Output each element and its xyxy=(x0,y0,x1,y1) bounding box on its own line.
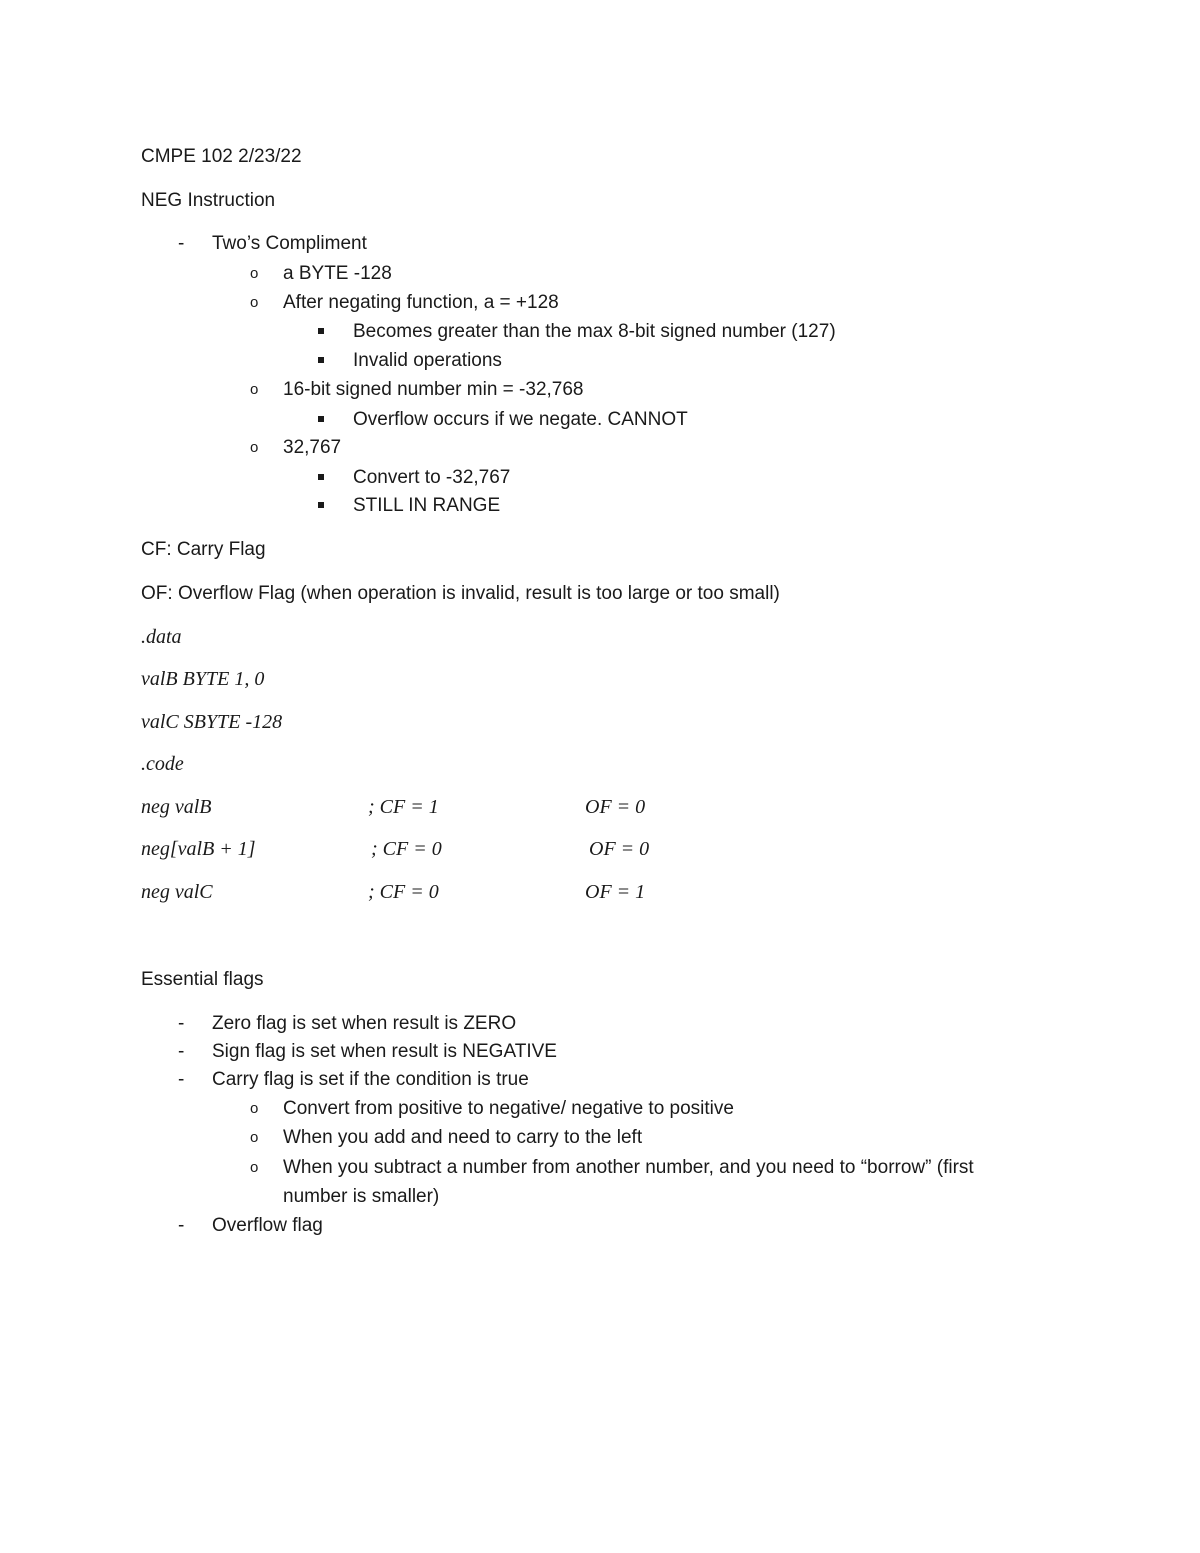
code-line: valB BYTE 1, 0 xyxy=(141,668,265,690)
code-instruction: neg[valB + 1] xyxy=(141,838,256,860)
square-bullet xyxy=(318,502,324,508)
list-item: a BYTE -128 xyxy=(283,263,392,284)
list-item: Becomes greater than the max 8-bit signed number (127) xyxy=(353,321,836,342)
dash-bullet: - xyxy=(178,1013,185,1034)
circle-bullet: o xyxy=(250,1129,259,1146)
list-item-continuation: number is smaller) xyxy=(283,1186,440,1207)
list-item: Overflow occurs if we negate. CANNOT xyxy=(353,409,688,430)
list-item: Convert to -32,767 xyxy=(353,467,511,488)
code-comment-cf: ; CF = 1 xyxy=(368,796,439,818)
code-comment-of: OF = 0 xyxy=(589,838,650,860)
circle-bullet: o xyxy=(250,294,259,311)
section-heading-neg: NEG Instruction xyxy=(141,190,276,211)
list-item: Sign flag is set when result is NEGATIVE xyxy=(212,1041,557,1062)
list-item: Invalid operations xyxy=(353,350,502,371)
square-bullet xyxy=(318,328,324,334)
dash-bullet: - xyxy=(178,1041,185,1062)
overflow-flag-definition: OF: Overflow Flag (when operation is invalid, result is too large or too small) xyxy=(141,583,780,604)
page-title: CMPE 102 2/23/22 xyxy=(141,146,302,167)
list-item: 32,767 xyxy=(283,437,342,458)
list-item: When you subtract a number from another number, and you need to “borrow” (first xyxy=(283,1157,974,1178)
list-item: 16-bit signed number min = -32,768 xyxy=(283,379,584,400)
list-item: Carry flag is set if the condition is true xyxy=(212,1069,529,1090)
circle-bullet: o xyxy=(250,439,259,456)
list-item: Convert from positive to negative/ negative to positive xyxy=(283,1098,734,1119)
dash-bullet: - xyxy=(178,233,185,254)
list-item: Overflow flag xyxy=(212,1215,323,1236)
dash-bullet: - xyxy=(178,1069,185,1090)
square-bullet xyxy=(318,357,324,363)
list-item: After negating function, a = +128 xyxy=(283,292,559,313)
list-item: Two’s Compliment xyxy=(212,233,367,254)
code-comment-cf: ; CF = 0 xyxy=(368,881,439,903)
code-instruction: neg valB xyxy=(141,796,212,818)
circle-bullet: o xyxy=(250,1159,259,1176)
circle-bullet: o xyxy=(250,265,259,282)
square-bullet xyxy=(318,416,324,422)
list-item: When you add and need to carry to the left xyxy=(283,1127,643,1148)
code-data-label: .data xyxy=(141,626,182,648)
code-instruction: neg valC xyxy=(141,881,213,903)
code-comment-cf: ; CF = 0 xyxy=(371,838,442,860)
square-bullet xyxy=(318,474,324,480)
carry-flag-definition: CF: Carry Flag xyxy=(141,539,266,560)
circle-bullet: o xyxy=(250,1100,259,1117)
code-comment-of: OF = 1 xyxy=(585,881,646,903)
code-code-label: .code xyxy=(141,753,184,775)
list-item: Zero flag is set when result is ZERO xyxy=(212,1013,517,1034)
code-comment-of: OF = 0 xyxy=(585,796,646,818)
section-heading-flags: Essential flags xyxy=(141,969,264,990)
circle-bullet: o xyxy=(250,381,259,398)
list-item: STILL IN RANGE xyxy=(353,495,501,516)
dash-bullet: - xyxy=(178,1215,185,1236)
code-line: valC SBYTE -128 xyxy=(141,711,283,733)
